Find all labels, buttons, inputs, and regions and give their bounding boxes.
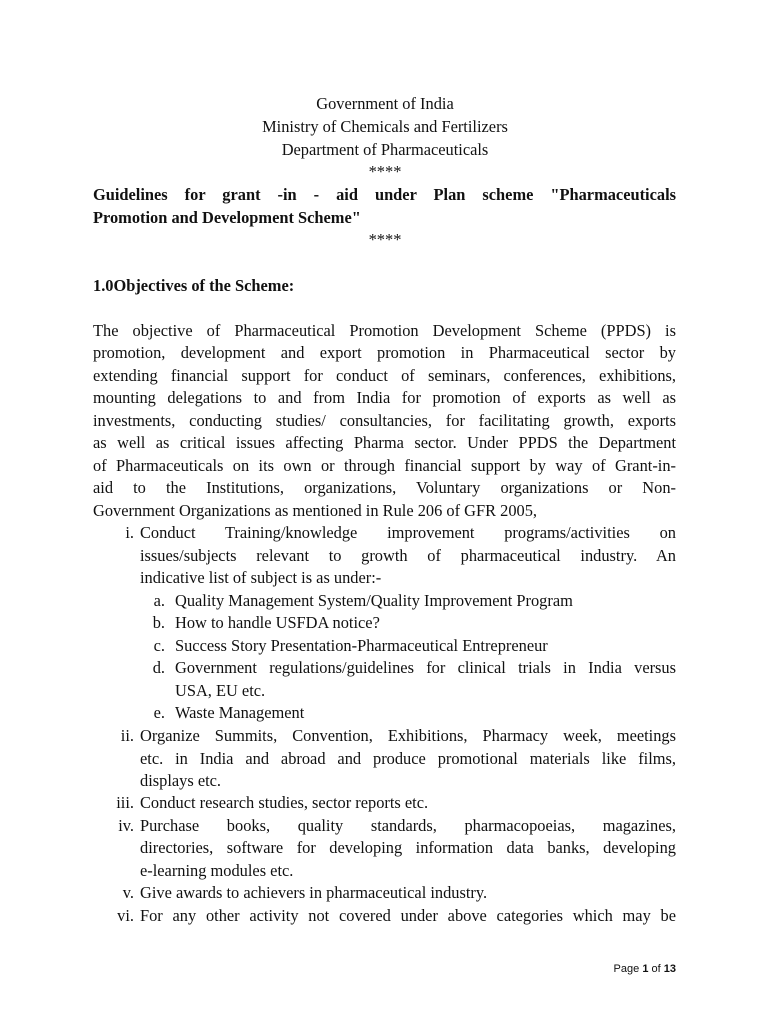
list-item-line: For any other activity not covered under above categories which may be [140, 906, 676, 925]
list-number: i. [125, 523, 134, 542]
list-item-line: Give awards to achievers in pharmaceutical industry. [140, 883, 488, 902]
footer-page-label: Page [613, 963, 640, 975]
sublist-item: Government regulations/guidelines for clinical trials in India versus [175, 658, 676, 677]
title-line-1: Guidelines for grant -in - aid under Plan scheme "Pharmaceuticals [93, 185, 676, 204]
sublist-letter: d. [152, 658, 165, 677]
list-number: ii. [120, 726, 134, 745]
list-item-line: Organize Summits, Convention, Exhibitions, Pharmacy week, meetings [140, 726, 676, 745]
sublist-item: USA, EU etc. [175, 681, 266, 700]
sublist-item: Success Story Presentation-Pharmaceutical Entrepreneur [175, 636, 548, 655]
list-item-line: e-learning modules etc. [140, 861, 294, 880]
list-number: v. [122, 883, 134, 902]
paragraph-line: Government Organizations as mentioned in Rule 206 of GFR 2005, [93, 501, 538, 520]
sublist-letter: c. [153, 636, 165, 655]
list-item-line: directories, software for developing information data banks, developing [140, 838, 676, 857]
paragraph-line: extending financial support for conduct of seminars, conferences, exhibitions, [93, 366, 676, 385]
sublist-item: Waste Management [175, 703, 305, 722]
list-item-line: Purchase books, quality standards, pharmacopoeias, magazines, [140, 816, 676, 835]
list-number: iii. [116, 793, 134, 812]
paragraph-line: as well as critical issues affecting Pharma sector. Under PPDS the Department [93, 433, 676, 452]
paragraph-line: aid to the Institutions, organizations, Voluntary organizations or Non- [93, 478, 676, 497]
list-number: iv. [118, 816, 134, 835]
paragraph-line: investments, conducting studies/ consultancies, for facilitating growth, exports [93, 411, 676, 430]
header-stars: **** [368, 162, 402, 181]
section-heading: 1.0Objectives of the Scheme: [93, 276, 295, 295]
title-line-2: Promotion and Development Scheme" [93, 208, 361, 227]
paragraph-line: The objective of Pharmaceutical Promotion Development Scheme (PPDS) is [93, 321, 676, 340]
list-number: vi. [117, 906, 134, 925]
list-item-line: indicative list of subject is as under:- [140, 568, 382, 587]
sublist-item: How to handle USFDA notice? [175, 613, 380, 632]
list-item-line: displays etc. [140, 771, 222, 790]
footer-page-current: 1 [642, 963, 649, 975]
header-ministry: Ministry of Chemicals and Fertilizers [262, 117, 508, 136]
page-footer [560, 961, 676, 977]
sublist-letter: e. [153, 703, 165, 722]
list-item-line: issues/subjects relevant to growth of pharmaceutical industry. An [140, 546, 676, 565]
paragraph-line: of Pharmaceuticals on its own or through financial support by way of Grant-in- [93, 456, 676, 475]
sublist-letter: a. [153, 591, 165, 610]
footer-page-total: 13 [663, 963, 676, 975]
header-government: Government of India [316, 94, 454, 113]
sublist-letter: b. [152, 613, 165, 632]
paragraph-line: mounting delegations to and from India for promotion of exports as well as [93, 388, 676, 407]
list-item-line: Conduct research studies, sector reports etc. [140, 793, 429, 812]
list-item-line: etc. in India and abroad and produce promotional materials like films, [140, 749, 676, 768]
sublist-item: Quality Management System/Quality Improvement Program [175, 591, 573, 610]
header-department: Department of Pharmaceuticals [281, 140, 489, 159]
paragraph-line: promotion, development and export promotion in Pharmaceutical sector by [93, 343, 676, 362]
title-stars: **** [368, 230, 402, 249]
list-item-line: Conduct Training/knowledge improvement programs/activities on [140, 523, 676, 542]
footer-of-label: of [651, 963, 661, 975]
